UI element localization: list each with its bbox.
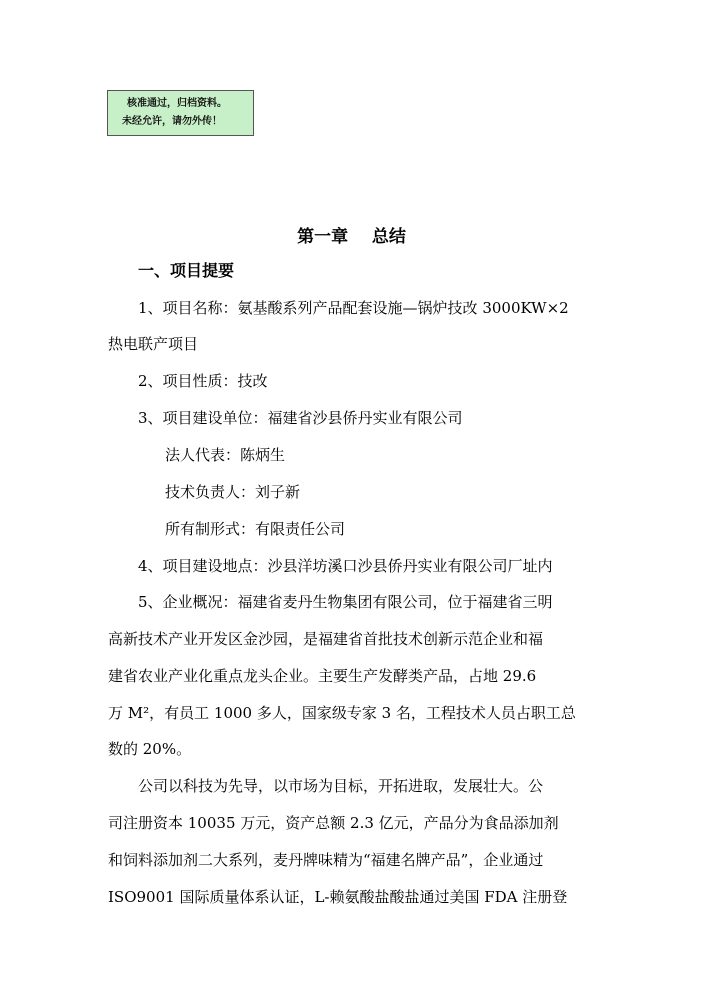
item-5-line-1: 5、企业概况：福建省麦丹生物集团有限公司，位于福建省三明 xyxy=(138,593,553,611)
para-2-line-4: ISO9001 国际质量体系认证，L-赖氨酸盐酸盐通过美国 FDA 注册登 xyxy=(108,888,568,906)
item-5-line-2: 高新技术产业开发区金沙园，是福建省首批技术创新示范企业和福 xyxy=(108,630,544,648)
item-5-line-3: 建省农业产业化重点龙头企业。主要生产发酵类产品，占地 29.6 xyxy=(108,667,537,685)
item-4: 4、项目建设地点：沙县洋坊溪口沙县侨丹实业有限公司厂址内 xyxy=(138,557,553,575)
item-5-line-5: 数的 20%。 xyxy=(108,740,192,758)
stamp-line-2: 未经允许，请勿外传！ xyxy=(122,116,222,127)
para-2-line-1: 公司以科技为先导，以市场为目标，开拓进取，发展壮大。公 xyxy=(138,777,544,795)
item-3-legal-rep: 法人代表：陈炳生 xyxy=(165,446,286,464)
item-1-line-2: 热电联产项目 xyxy=(108,335,199,353)
approval-stamp xyxy=(107,90,254,136)
section-heading: 一、项目提要 xyxy=(138,261,235,280)
item-3-tech-lead: 技术负责人：刘子新 xyxy=(165,483,301,501)
item-1-line-1: 1、项目名称：氨基酸系列产品配套设施—锅炉技改 3000KW×2 xyxy=(138,299,569,317)
chapter-title: 第一章 总结 xyxy=(297,227,406,247)
item-3-ownership: 所有制形式：有限责任公司 xyxy=(165,520,346,538)
item-3: 3、项目建设单位：福建省沙县侨丹实业有限公司 xyxy=(138,409,463,427)
item-5-line-4: 万 M²，有员工 1000 多人，国家级专家 3 名，工程技术人员占职工总 xyxy=(108,704,576,722)
stamp-line-1: 核准通过，归档资料。 xyxy=(127,98,227,109)
para-2-line-2: 司注册资本 10035 万元，资产总额 2.3 亿元，产品分为食品添加剂 xyxy=(108,814,559,832)
item-2: 2、项目性质：技改 xyxy=(138,372,268,390)
para-2-line-3: 和饲料添加剂二大系列，麦丹牌味精为“福建名牌产品”，企业通过 xyxy=(108,851,544,869)
